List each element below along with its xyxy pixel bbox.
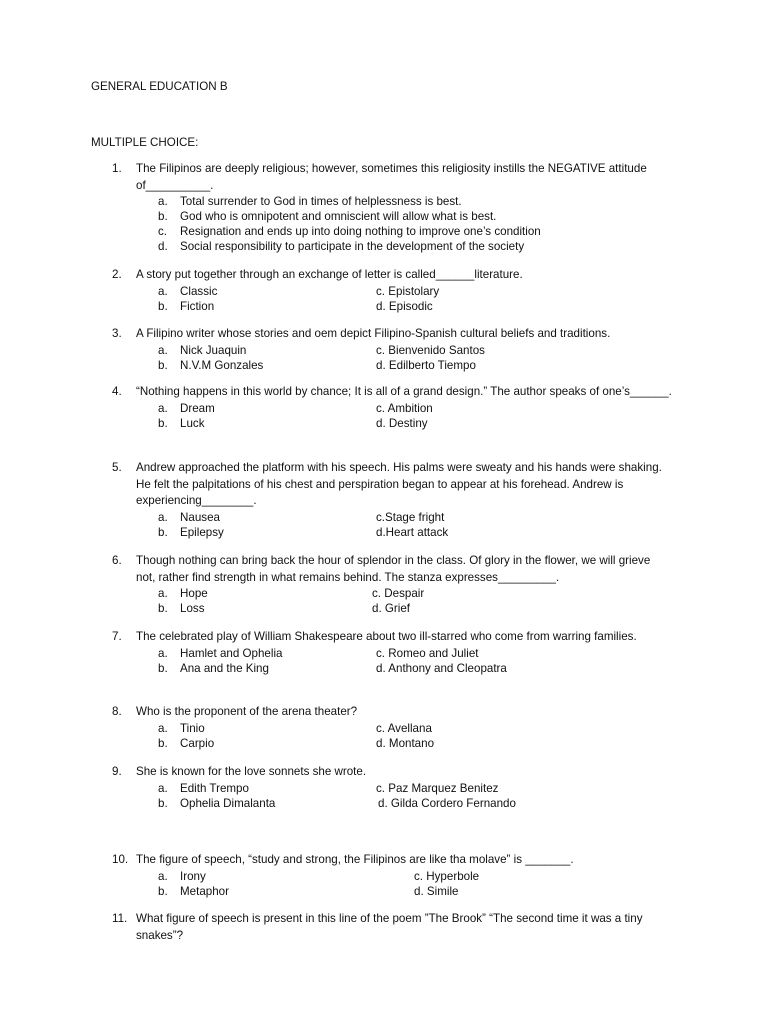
option-d: d. Social responsibility to participate in the development of the society xyxy=(158,240,525,253)
options-row xyxy=(112,721,672,736)
option-a: a. Hamlet and Ophelia xyxy=(158,646,283,660)
options-row xyxy=(112,343,672,358)
options-row xyxy=(112,884,672,899)
option-c: c. Epistolary xyxy=(376,284,440,298)
question-7 xyxy=(112,629,672,676)
option-d: d. Anthony and Cleopatra xyxy=(376,661,507,675)
option-a: a. Irony xyxy=(158,869,206,883)
option-c: c.Stage fright xyxy=(376,510,445,524)
question-number: 2. xyxy=(112,268,122,281)
option-c: c. Paz Marquez Benitez xyxy=(376,781,499,795)
section-heading: MULTIPLE CHOICE: xyxy=(91,136,199,149)
option-b: b. Fiction xyxy=(158,299,215,313)
question-number: 8. xyxy=(112,705,122,718)
question-1 xyxy=(112,161,672,254)
question-text: “Nothing happens in this world by chance; It is all of a grand design.” The author speaks of one’s______. xyxy=(136,385,672,398)
question-number: 1. xyxy=(112,162,122,175)
options-row xyxy=(112,869,672,884)
option-d: d. Montano xyxy=(376,736,435,750)
options-row xyxy=(112,525,672,540)
option-c: c. Hyperbole xyxy=(414,869,480,883)
option-d: d. Destiny xyxy=(376,416,428,430)
question-number: 9. xyxy=(112,765,122,778)
options-row xyxy=(112,510,672,525)
question-9 xyxy=(112,764,672,811)
question-11 xyxy=(112,911,672,944)
option-d: d. Simile xyxy=(414,884,459,898)
option-c: c. Resignation and ends up into doing nothing to improve one’s condition xyxy=(158,225,541,238)
option-c: c. Romeo and Juliet xyxy=(376,646,479,660)
question-text: The figure of speech, “study and strong, the Filipinos are like tha molave” is _______. xyxy=(136,853,574,866)
question-4 xyxy=(112,384,672,431)
option-d: d. Grief xyxy=(372,602,411,615)
question-text: The celebrated play of William Shakespeare about two ill-starred who come from warring families. xyxy=(136,630,637,643)
options-row xyxy=(112,736,672,751)
options-row xyxy=(112,401,672,416)
question-number: 4. xyxy=(112,385,122,398)
option-b: b. N.V.M Gonzales xyxy=(158,358,264,372)
question-5 xyxy=(112,460,672,540)
options-row xyxy=(112,299,672,314)
question-10 xyxy=(112,852,672,899)
option-c: c. Despair xyxy=(372,587,425,600)
question-text: Though nothing can bring back the hour of splendor in the class. Of glory in the flower, we will grieve not, rather find strength in what remains behind. The stanza expresses_________. xyxy=(136,554,651,584)
option-d: d.Heart attack xyxy=(376,525,449,539)
options-row xyxy=(112,661,672,676)
question-8 xyxy=(112,704,672,751)
option-a: a. Nick Juaquin xyxy=(158,343,247,357)
option-c: c. Ambition xyxy=(376,401,433,415)
option-d: d. Gilda Cordero Fernando xyxy=(378,796,516,810)
option-b: b. Metaphor xyxy=(158,884,229,898)
options-row xyxy=(112,796,672,811)
options-row xyxy=(112,781,672,796)
option-a: a. Tinio xyxy=(158,721,205,735)
question-text: Who is the proponent of the arena theater? xyxy=(136,705,358,718)
question-number: 3. xyxy=(112,327,122,340)
options-row xyxy=(112,358,672,373)
option-b: b. Loss xyxy=(158,602,205,615)
option-a: a. Hope xyxy=(158,587,208,600)
options-row xyxy=(112,586,672,601)
question-text: A story put together through an exchange of letter is called______literature. xyxy=(136,268,523,281)
question-number: 7. xyxy=(112,630,122,643)
options-row xyxy=(112,646,672,661)
options-list xyxy=(112,194,672,254)
option-b: b. Epilepsy xyxy=(158,525,224,539)
question-text: A Filipino writer whose stories and oem depict Filipino-Spanish cultural beliefs and traditions. xyxy=(136,327,611,340)
option-b: b. Ana and the King xyxy=(158,661,269,675)
question-number: 11. xyxy=(112,912,128,925)
option-b: b. Luck xyxy=(158,416,205,430)
question-text: She is known for the love sonnets she wrote. xyxy=(136,765,367,778)
option-b: b. Ophelia Dimalanta xyxy=(158,796,276,810)
option-c: c. Avellana xyxy=(376,721,432,735)
options-row xyxy=(112,416,672,431)
question-3 xyxy=(112,326,672,373)
question-number: 10. xyxy=(112,853,129,866)
option-a: a. Total surrender to God in times of helplessness is best. xyxy=(158,195,462,208)
option-c: c. Bienvenido Santos xyxy=(376,343,485,357)
question-text: The Filipinos are deeply religious; however, sometimes this religiosity instills the NEGATIVE attitude of__________. xyxy=(136,162,647,192)
question-number: 5. xyxy=(112,461,122,474)
question-2 xyxy=(112,267,672,314)
option-a: a. Dream xyxy=(158,401,215,415)
option-a: a. Nausea xyxy=(158,510,220,524)
question-text: Andrew approached the platform with his speech. His palms were sweaty and his hands were shaking. He felt the palpitations of his chest and perspiration began to appear at his forehead. Andrew is experiencing________. xyxy=(136,461,662,507)
option-d: d. Edilberto Tiempo xyxy=(376,358,476,372)
options-row xyxy=(112,601,672,616)
option-b: b. God who is omnipotent and omniscient will allow what is best. xyxy=(158,210,497,223)
document-title: GENERAL EDUCATION B xyxy=(91,80,228,93)
option-b: b. Carpio xyxy=(158,736,215,750)
options-row xyxy=(112,284,672,299)
option-d: d. Episodic xyxy=(376,299,433,313)
option-a: a. Edith Trempo xyxy=(158,781,249,795)
question-text: What figure of speech is present in this line of the poem ”The Brook” “The second time it was a tiny snakes”? xyxy=(136,912,643,942)
question-6 xyxy=(112,553,672,616)
question-number: 6. xyxy=(112,554,122,567)
option-a: a. Classic xyxy=(158,284,218,298)
